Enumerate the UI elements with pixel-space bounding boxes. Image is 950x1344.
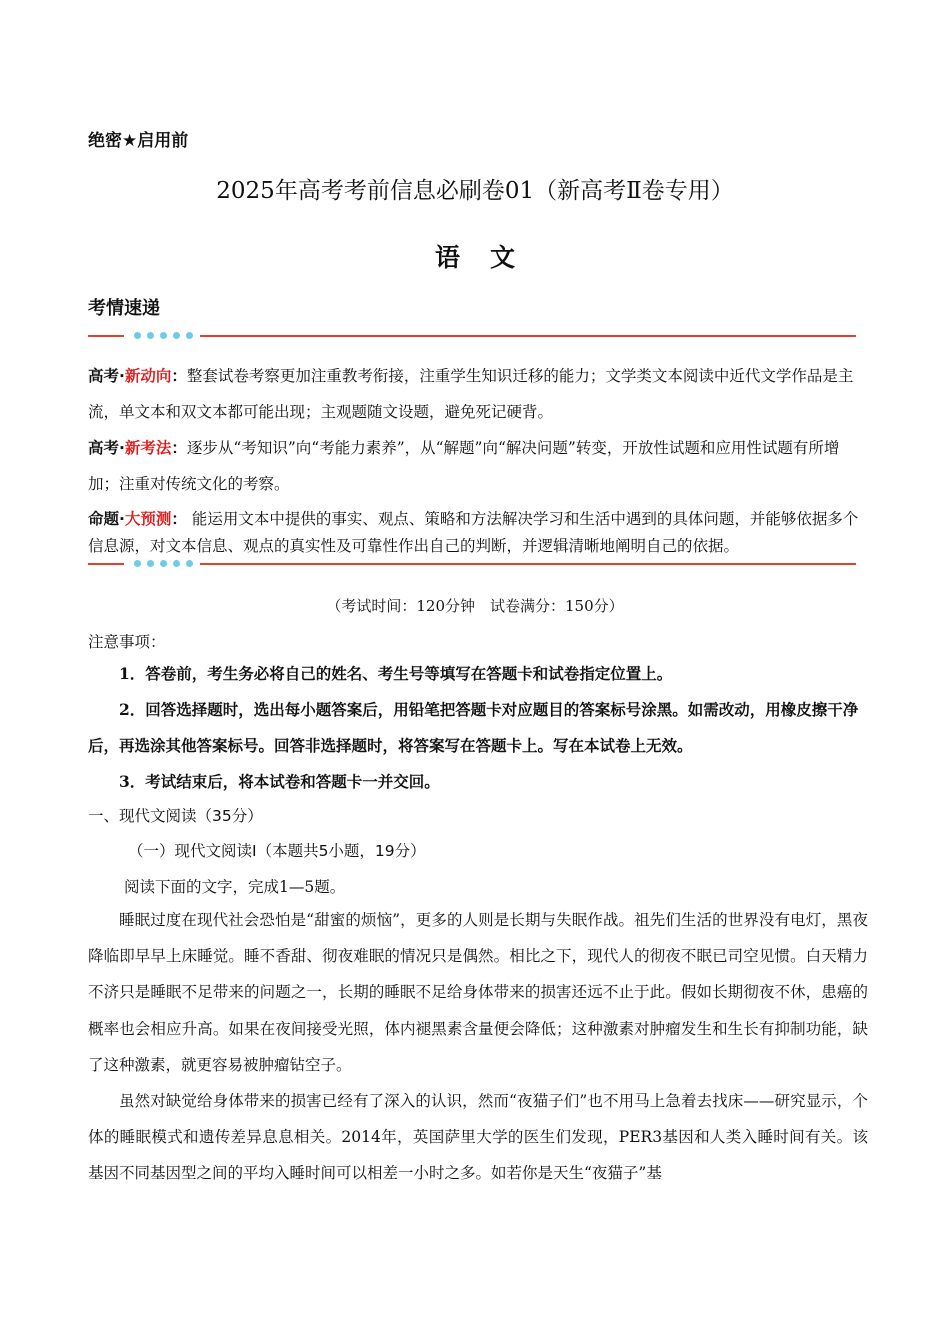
notice-item-3: 3．考试结束后，将本试卷和答题卡一并交回。 [119,772,440,791]
subject-title: 语文 [434,243,545,272]
section-subtitle: （一）现代文阅读Ⅰ（本题共5小题，19分） [128,842,426,860]
exam-time-info: （考试时间：120分钟 试卷满分：150分） [326,597,624,615]
bottom-divider [88,558,856,570]
overview-item-trend: 高考·新动向：整套试卷考察更加注重教考衔接，注重学生知识迁移的能力；文学类文本阅读中近代文学作品是主流，单文本和双文本都可能出现；主观题随文设题，避免死记硬背。 [88,367,854,421]
reading-passage [88,902,868,1192]
confidential-mark: 绝密★启用前 [88,131,189,151]
overview-heading: 考情速递 [88,298,160,319]
passage-paragraph: 睡眠过度在现代社会恐怕是“甜蜜的烦恼”，更多的人则是长期与失眠作战。祖先们生活的世界没有电灯，黑夜降临即早早上床睡觉。睡不香甜、彻夜难眠的情况只是偶然。相比之下，现代人的彻夜不眠已司空见惯。白天精力不济只是睡眠不足带来的问题之一，长期的睡眠不足给身体带来的损害还远不止于此。假如长期彻夜不休，患癌的概率也会相应升高。如果在夜间接受光照，体内褪黑素含量便会降低；这种激素对肿瘤发生和生长有抑制功能，缺了这种激素，就更容易被肿瘤钻空子。 [88,911,868,1074]
reading-instruction: 阅读下面的文字，完成1—5题。 [124,878,346,896]
notice-item-1: 1．答卷前，考生务必将自己的姓名、考生号等填写在答题卡和试卷指定位置上。 [119,664,673,683]
passage-paragraph: 虽然对缺觉给身体带来的损害已经有了深入的认识，然而“夜猫子们”也不用马上急着去找床——研究显示，个体的睡眠模式和遗传差异息息相关。2014年，英国萨里大学的医生们发现，PER3基因和人类入睡时间有关。该基因不同基因型之间的平均入睡时间可以相差一小时之多。如若你是天生“夜猫子”基 [88,1092,868,1183]
overview-item-prediction: 命题·大预测： 能运用文本中提供的事实、观点、策略和方法解决学习和生活中遇到的具体问题，并能够依据多个信息源，对文本信息、观点的真实性及可靠性作出自己的判断，并逻辑清晰地阐明自己的依据。 [88,510,859,555]
notice-item-2: 2．回答选择题时，选出每小题答案后，用铅笔把答题卡对应题目的答案标号涂黑。如需改动，用橡皮擦干净后，再选涂其他答案标号。回答非选择题时，将答案写在答题卡上。写在本试卷上无效。 [88,700,859,755]
section-title: 一、现代文阅读（35分） [88,807,263,825]
top-divider [88,330,856,342]
overview-item-method: 高考·新考法：逐步从“考知识”向“考能力素养”，从“解题”向“解决问题”转变，开放性试题和应用性试题有所增加；注重对传统文化的考察。 [88,439,840,493]
exam-title: 2025年高考考前信息必刷卷01（新高考Ⅱ卷专用） [216,178,734,204]
notice-heading: 注意事项： [88,633,166,651]
